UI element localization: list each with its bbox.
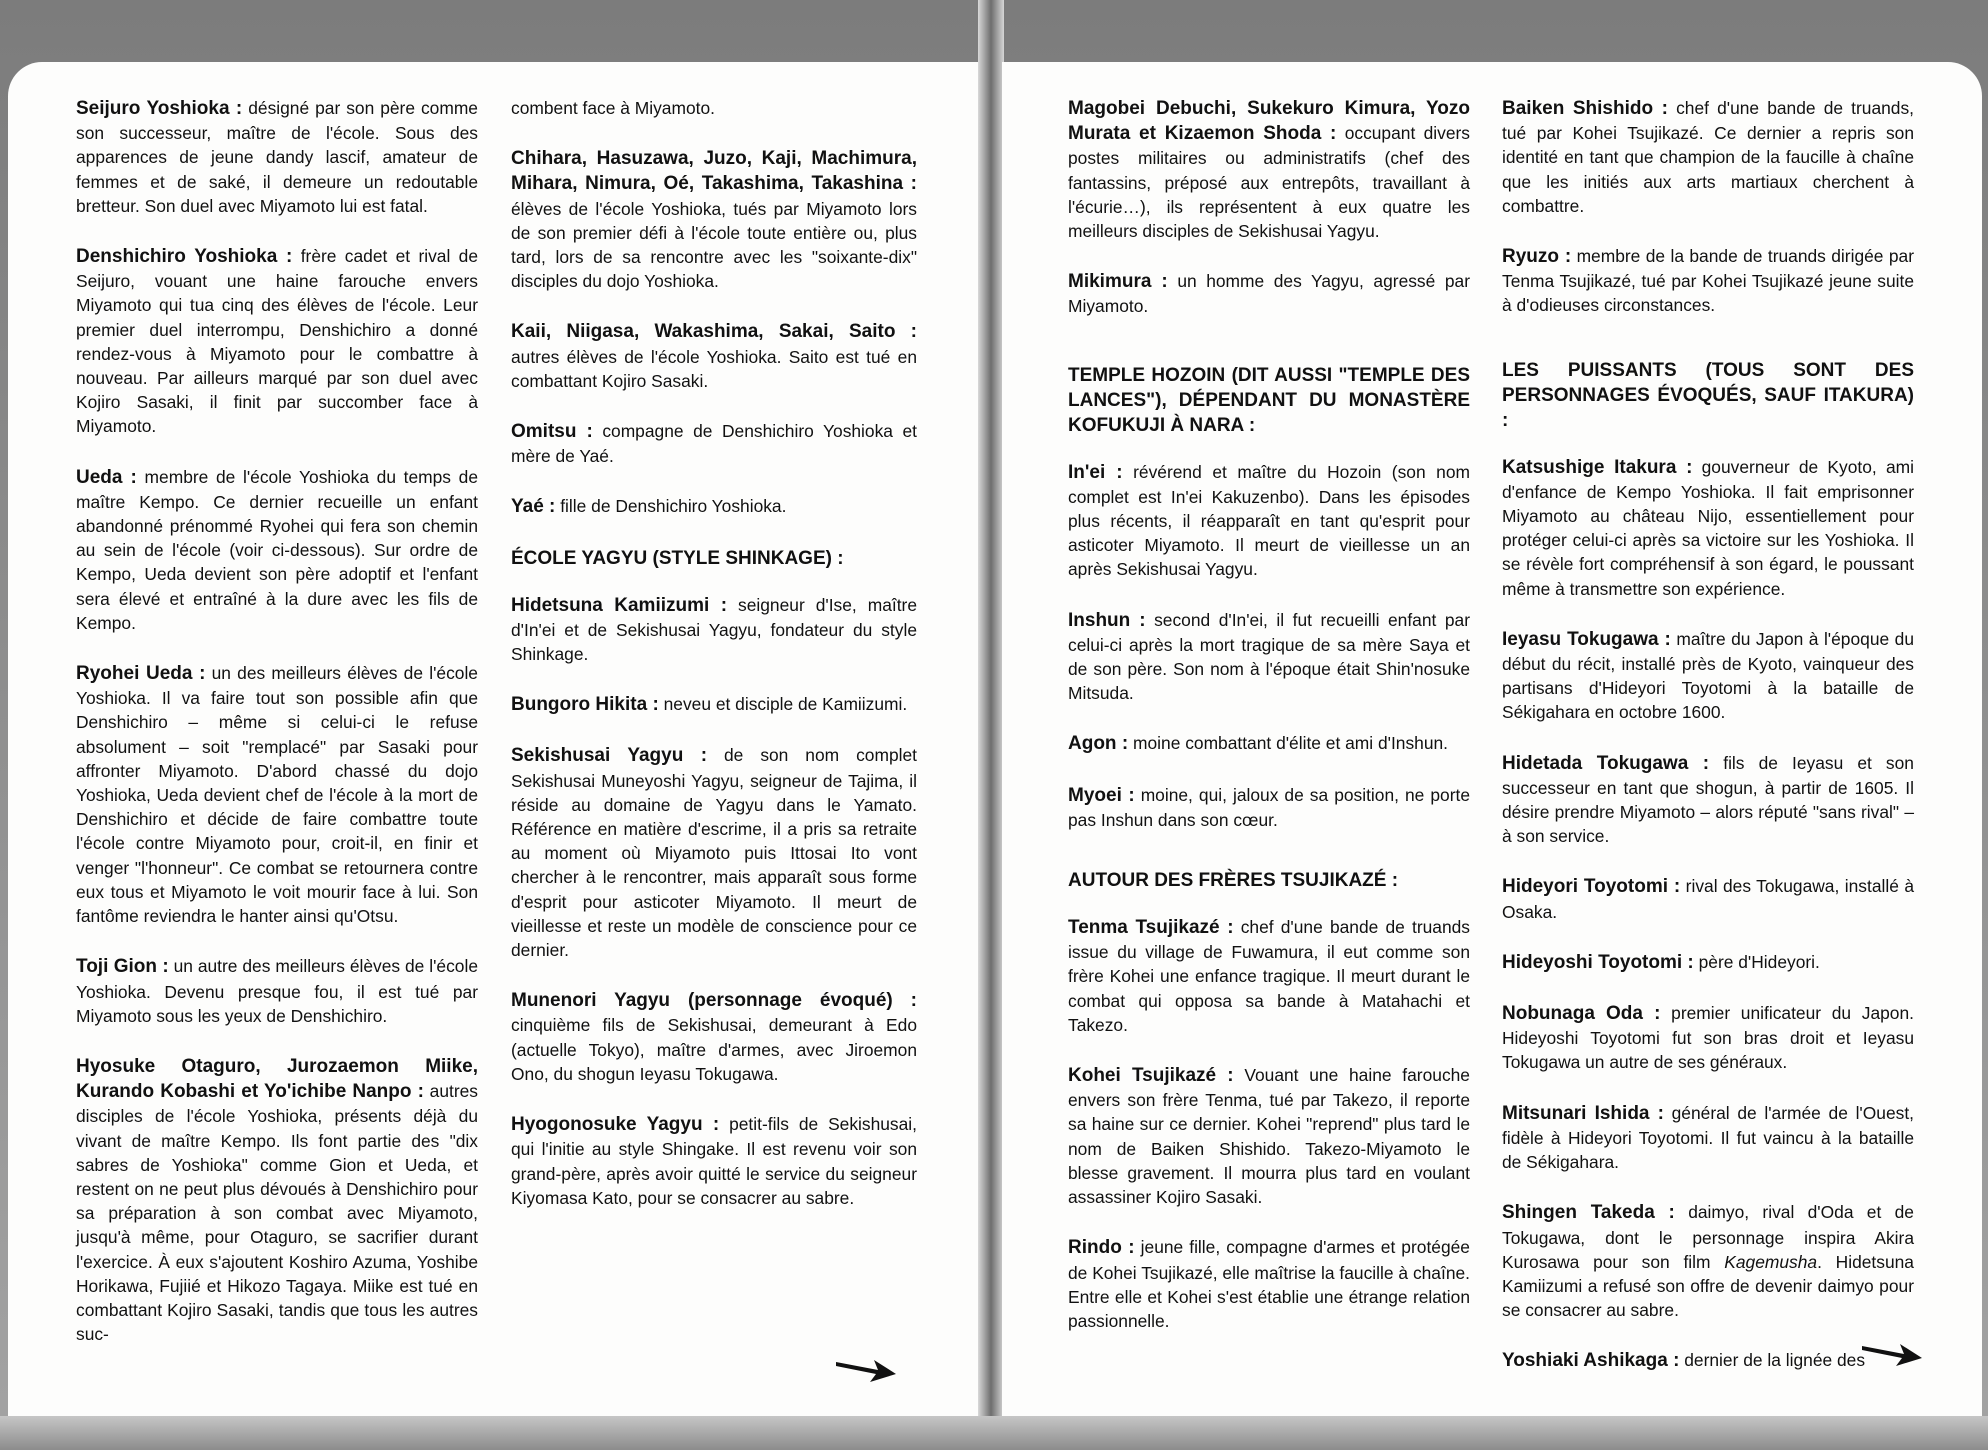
- continued-text: combent face à Miyamoto.: [511, 98, 715, 118]
- right-page-column-2: [1502, 96, 1914, 1400]
- right-arrow-icon[interactable]: [1860, 1334, 1924, 1368]
- entry: Ueda : membre de l'école Yoshioka du temps de maître Kempo. Ce dernier recueille un enfant abandonné prénommé Ryohei qui fera son chemin au sein de l'école (voir ci-dessous). Sur ordre de Kempo, Ueda devient son père adoptif et l'enfant sera élevé et entraîné à la dure avec les fils de Kempo.: [76, 466, 478, 633]
- entry: Myoei : moine, qui, jaloux de sa position, ne porte pas Inshun dans son cœur.: [1068, 784, 1470, 830]
- entry: Hideyoshi Toyotomi : père d'Hideyori.: [1502, 951, 1820, 973]
- entry: Mitsunari Ishida : général de l'armée de l'Ouest, fidèle à Hideyori Toyotomi. Il fut vaincu à la bataille de Sékigahara.: [1502, 1102, 1914, 1173]
- entry: Seijuro Yoshioka : désigné par son père comme son successeur, maître de l'école. Sous des apparences de jeune dandy lascif, amateur de femmes et de saké, il demeure un redoutable bretteur. Son duel avec Miyamoto lui est fatal.: [76, 98, 478, 216]
- entry: Yaé : fille de Denshichiro Yoshioka.: [511, 496, 787, 518]
- film-title: Kagemusha: [1724, 1251, 1818, 1272]
- left-page: [8, 62, 986, 1416]
- entry: Denshichiro Yoshioka : frère cadet et rival de Seijuro, vouant une haine farouche envers Miyamoto qui tua cinq des élèves de l'école. Leur premier duel interrompu, Denshichiro a donné rendez-vous à Miyamoto pour le combattre à nouveau. Par ailleurs marqué par son duel avec Kojiro Sasaki, il finit par succomber face à Miyamoto.: [76, 246, 478, 437]
- right-page: [1002, 62, 1982, 1416]
- entry: Sekishusai Yagyu : de son nom complet Sekishusai Muneyoshi Yagyu, seigneur de Tajima, il réside au domaine de Yagyu dans le Yamato. Référence en matière d'escrime, il a pris sa retraite au moment où Miyamoto puis Ittosai Ito vont chercher à le rencontrer, mais apparaît sous forme d'esprit pour asticoter Miyamoto. Il meurt de vieillesse et reste un modèle de conscience pour ce dernier.: [511, 745, 917, 961]
- entry: Rindo : jeune fille, compagne d'armes et protégée de Kohei Tsujikazé, elle maîtrise la faucille à chaîne. Entre elle et Kohei s'est établie une étrange relation passionnelle.: [1068, 1237, 1470, 1331]
- entry: Ryohei Ueda : un des meilleurs élèves de l'école Yoshioka. Il va faire tout son possible afin que Denshichiro – même si celui-ci le refuse absolument – soit "remplacé" par Sasaki pour affronter Miyamoto. D'abord chassé du dojo Yoshioka, Ueda devient chef de l'école à la mort de Denshichiro et décide de faire combattre toute l'école contre Miyamoto pour, croit-il, en finir et venger "l'honneur". Ce combat se retournera contre eux tous et Miyamoto le voit mourir face à lui. Son fantôme reviendra le hanter ainsi qu'Otsu.: [76, 663, 478, 927]
- entry: Hyogonosuke Yagyu : petit-fils de Sekishusai, qui l'initie au style Shingake. Il est revenu voir son grand-père, après avoir quitté le service du seigneur Kiyomasa Kato, pour se consacrer au sabre.: [511, 1114, 917, 1208]
- entry: In'ei : révérend et maître du Hozoin (son nom complet est In'ei Kakuzenbo). Dans les épisodes plus récents, il réapparaît en tant qu'esprit pour asticoter Miyamoto. Il meurt de vieillesse un an après Sekishusai Yagyu.: [1068, 461, 1470, 580]
- entry: Inshun : second d'In'ei, il fut recueilli enfant par celui-ci après la mort tragique de sa mère Saya et de son père. Son nom à l'époque était Shin'nosuke Mitsuda.: [1068, 609, 1470, 704]
- entry: Nobunaga Oda : premier unificateur du Japon. Hideyoshi Toyotomi fut son bras droit et Ieyasu Tokugawa un autre de ses généraux.: [1502, 1003, 1914, 1073]
- section-heading: LES PUISSANTS (TOUS SONT DES PERSONNAGES ÉVOQUÉS, SAUF ITAKURA) :: [1502, 359, 1914, 431]
- entry: Shingen Takeda : daimyo, rival d'Oda et de Tokugawa, dont le personnage inspira Akira Kurosawa pour son film Kagemusha. Hidetsuna Kamiizumi a refusé son offre de devenir daimyo pour se consacrer au sabre.: [1502, 1202, 1914, 1321]
- entry: Ieyasu Tokugawa : maître du Japon à l'époque du début du récit, installé près de Kyoto, vainqueur des partisans d'Hideyori Toyotomi à la bataille de Sékigahara en octobre 1600.: [1502, 628, 1914, 723]
- entry: Yoshiaki Ashikaga : dernier de la lignée des: [1502, 1350, 1866, 1372]
- page-edge: [0, 1416, 1988, 1450]
- section-heading: TEMPLE HOZOIN (DIT AUSSI "TEMPLE DES LANCES"), DÉPENDANT DU MONASTÈRE KOFUKUJI À NARA :: [1068, 364, 1470, 436]
- left-page-column-2: [511, 96, 917, 1236]
- entry: Magobei Debuchi, Sukekuro Kimura, Yozo Murata et Kizaemon Shoda : occupant divers postes militaires ou administratifs (chef des fantassins, préposé aux entrepôts, travaillant à l'écurie…), ils représentent à eux quatre les meilleurs disciples de Sekishusai Yagyu.: [1068, 98, 1470, 242]
- section-heading: ÉCOLE YAGYU (STYLE SHINKAGE) :: [511, 547, 844, 569]
- entry: Hideyori Toyotomi : rival des Tokugawa, installé à Osaka.: [1502, 876, 1915, 922]
- entry: Bungoro Hikita : neveu et disciple de Kamiizumi.: [511, 694, 908, 716]
- entry: Agon : moine combattant d'élite et ami d'Inshun.: [1068, 733, 1449, 755]
- entry: Munenori Yagyu (personnage évoqué) : cinquième fils de Sekishusai, demeurant à Edo (actuelle Tokyo), maître d'armes, avec Jiroemon Ono, du shogun Ieyasu Tokugawa.: [511, 990, 917, 1084]
- entry: Hidetada Tokugawa : fils de Ieyasu et son successeur en tant que shogun, à partir de 1605. Il désire prendre Miyamoto – alors réputé "sans rival" – à son service.: [1502, 752, 1914, 847]
- entry: Katsushige Itakura : gouverneur de Kyoto, ami d'enfance de Kempo Yoshioka. Il fait emprisonner Miyamoto au château Nijo, essentiellement pour protéger celui-ci après sa victoire sur les Yoshioka. Il se révèle fort compréhensif à son égard, le poussant même à transmettre son expérience.: [1502, 456, 1914, 599]
- entry: Chihara, Hasuzawa, Juzo, Kaji, Machimura, Mihara, Nimura, Oé, Takashima, Takashina : élèves de l'école Yoshioka, tués par Miyamoto lors de son premier défi à l'école toute entière ou, plus tard, lors de sa rencontre avec les "soixante-dix" disciples du dojo Yoshioka.: [511, 148, 917, 292]
- entry: Mikimura : un homme des Yagyu, agressé par Miyamoto.: [1068, 271, 1470, 317]
- entry: Baiken Shishido : chef d'une bande de truands, tué par Kohei Tsujikazé. Ce dernier a repris son identité en tant que champion de la faucille à chaîne que les initiés aux arts martiaux cherchent à combattre.: [1502, 98, 1914, 216]
- right-arrow-icon[interactable]: [834, 1350, 898, 1384]
- entry: Kohei Tsujikazé : Vouant une haine farouche envers son frère Tenma, tué par Takezo, il reporte sa haine sur ce dernier. Kohei "reprend" plus tard le nom de Baiken Shishido. Takezo-Miyamoto le blesse gravement. Il mourra plus tard en voulant assassiner Kojiro Sasaki.: [1068, 1065, 1470, 1208]
- left-page-column-1: [76, 96, 478, 1372]
- entry: Toji Gion : un autre des meilleurs élèves de l'école Yoshioka. Devenu presque fou, il est tué par Miyamoto sous les yeux de Denshichiro.: [76, 956, 479, 1026]
- book-gutter: [978, 0, 1004, 1450]
- entry: Hidetsuna Kamiizumi : seigneur d'Ise, maître d'In'ei et de Sekishusai Yagyu, fondateur du style Shinkage.: [511, 594, 917, 665]
- entry: Hyosuke Otaguro, Jurozaemon Miike, Kurando Kobashi et Yo'ichibe Nanpo : autres disciples de l'école Yoshioka, présents déjà du vivant de maître Kempo. Ils font partie des "dix sabres de Yoshioka" comme Gion et Ueda, et restent on ne peut plus dévoués à Denshichiro pour sa préparation à son combat avec Miyamoto, jusqu'à même, pour Otaguro, se sacrifier durant l'exercice. À eux s'ajoutent Koshiro Azuma, Yoshibe Horikawa, Fujiié et Hikozo Tagaya. Miike est tué en combattant Kojiro Sasaki, tandis que tous les autres suc-: [76, 1055, 478, 1345]
- entry: Kaii, Niigasa, Wakashima, Sakai, Saito : autres élèves de l'école Yoshioka. Saito est tué en combattant Kojiro Sasaki.: [511, 321, 917, 391]
- entry: Omitsu : compagne de Denshichiro Yoshioka et mère de Yaé.: [511, 421, 918, 467]
- entry: Ryuzo : membre de la bande de truands dirigée par Tenma Tsujikazé, tué par Kohei Tsujikazé jeune suite à d'odieuses circonstances.: [1502, 246, 1914, 316]
- right-page-column-1: [1068, 96, 1470, 1359]
- section-heading: AUTOUR DES FRÈRES TSUJIKAZÉ :: [1068, 870, 1399, 892]
- entry: Tenma Tsujikazé : chef d'une bande de truands issue du village de Fuwamura, il eut comme son frère Kohei une enfance tragique. Il meurt durant le combat qui opposa sa bande à Matahachi et Takezo.: [1068, 917, 1470, 1035]
